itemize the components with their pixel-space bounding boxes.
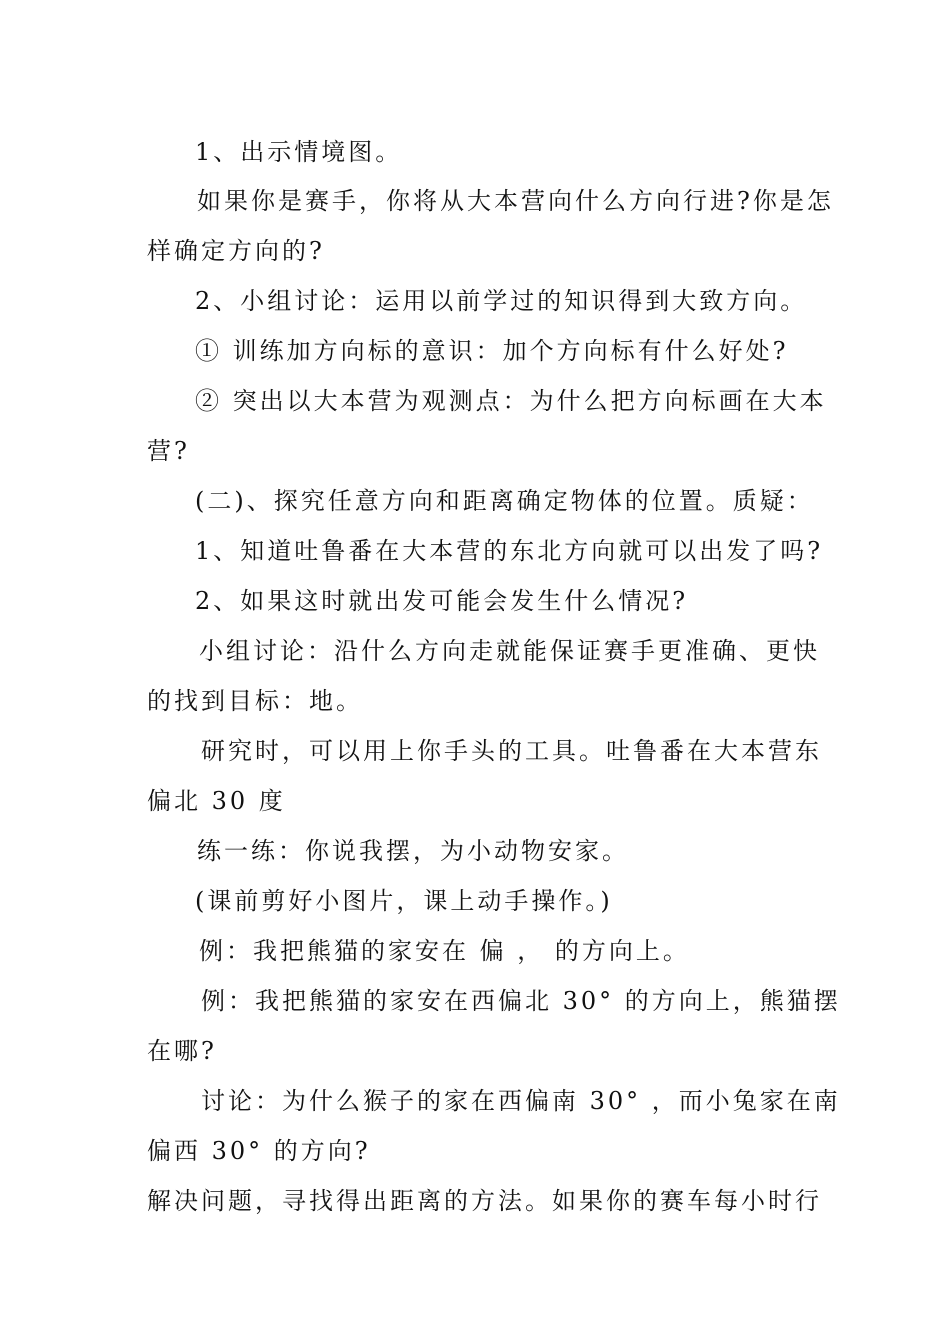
paragraph-line: (课前剪好小图片，课上动手操作。) xyxy=(195,887,613,915)
paragraph-line: 在哪? xyxy=(147,1037,217,1065)
paragraph-line: 1、知道吐鲁番在大本营的东北方向就可以出发了吗? xyxy=(195,537,824,565)
paragraph-line: 讨论：为什么猴子的家在西偏南 30° ，而小兔家在南 xyxy=(201,1087,841,1115)
paragraph-line: 2、小组讨论：运用以前学过的知识得到大致方向。 xyxy=(195,287,808,315)
paragraph-line: 2、如果这时就出发可能会发生什么情况? xyxy=(195,587,689,615)
paragraph-line: 小组讨论：沿什么方向走就能保证赛手更准确、更快 xyxy=(199,637,820,665)
paragraph-line: ① 训练加方向标的意识：加个方向标有什么好处? xyxy=(195,337,789,365)
paragraph-line: (二)、探究任意方向和距离确定物体的位置。质疑： xyxy=(195,487,814,515)
paragraph-line: 营? xyxy=(147,437,190,465)
paragraph-line: 例：我把熊猫的家安在 偏 ， 的方向上。 xyxy=(199,937,690,965)
paragraph-line: 练一练：你说我摆，为小动物安家。 xyxy=(197,837,629,865)
paragraph-line: 偏北 30 度 xyxy=(147,787,286,815)
paragraph-line: 1、出示情境图。 xyxy=(195,138,403,166)
paragraph-line: 研究时，可以用上你手头的工具。吐鲁番在大本营东 xyxy=(201,737,822,765)
paragraph-line: ② 突出以大本营为观测点：为什么把方向标画在大本 xyxy=(195,387,827,415)
paragraph-line: 如果你是赛手，你将从大本营向什么方向行进?你是怎 xyxy=(197,187,834,215)
paragraph-line: 解决问题，寻找得出距离的方法。如果你的赛车每小时行 xyxy=(147,1187,822,1215)
paragraph-line: 例：我把熊猫的家安在西偏北 30° 的方向上，熊猫摆 xyxy=(201,987,841,1015)
paragraph-line: 偏西 30° 的方向? xyxy=(147,1137,371,1165)
paragraph-line: 的找到目标：地。 xyxy=(147,687,363,715)
paragraph-line: 样确定方向的? xyxy=(147,237,325,265)
